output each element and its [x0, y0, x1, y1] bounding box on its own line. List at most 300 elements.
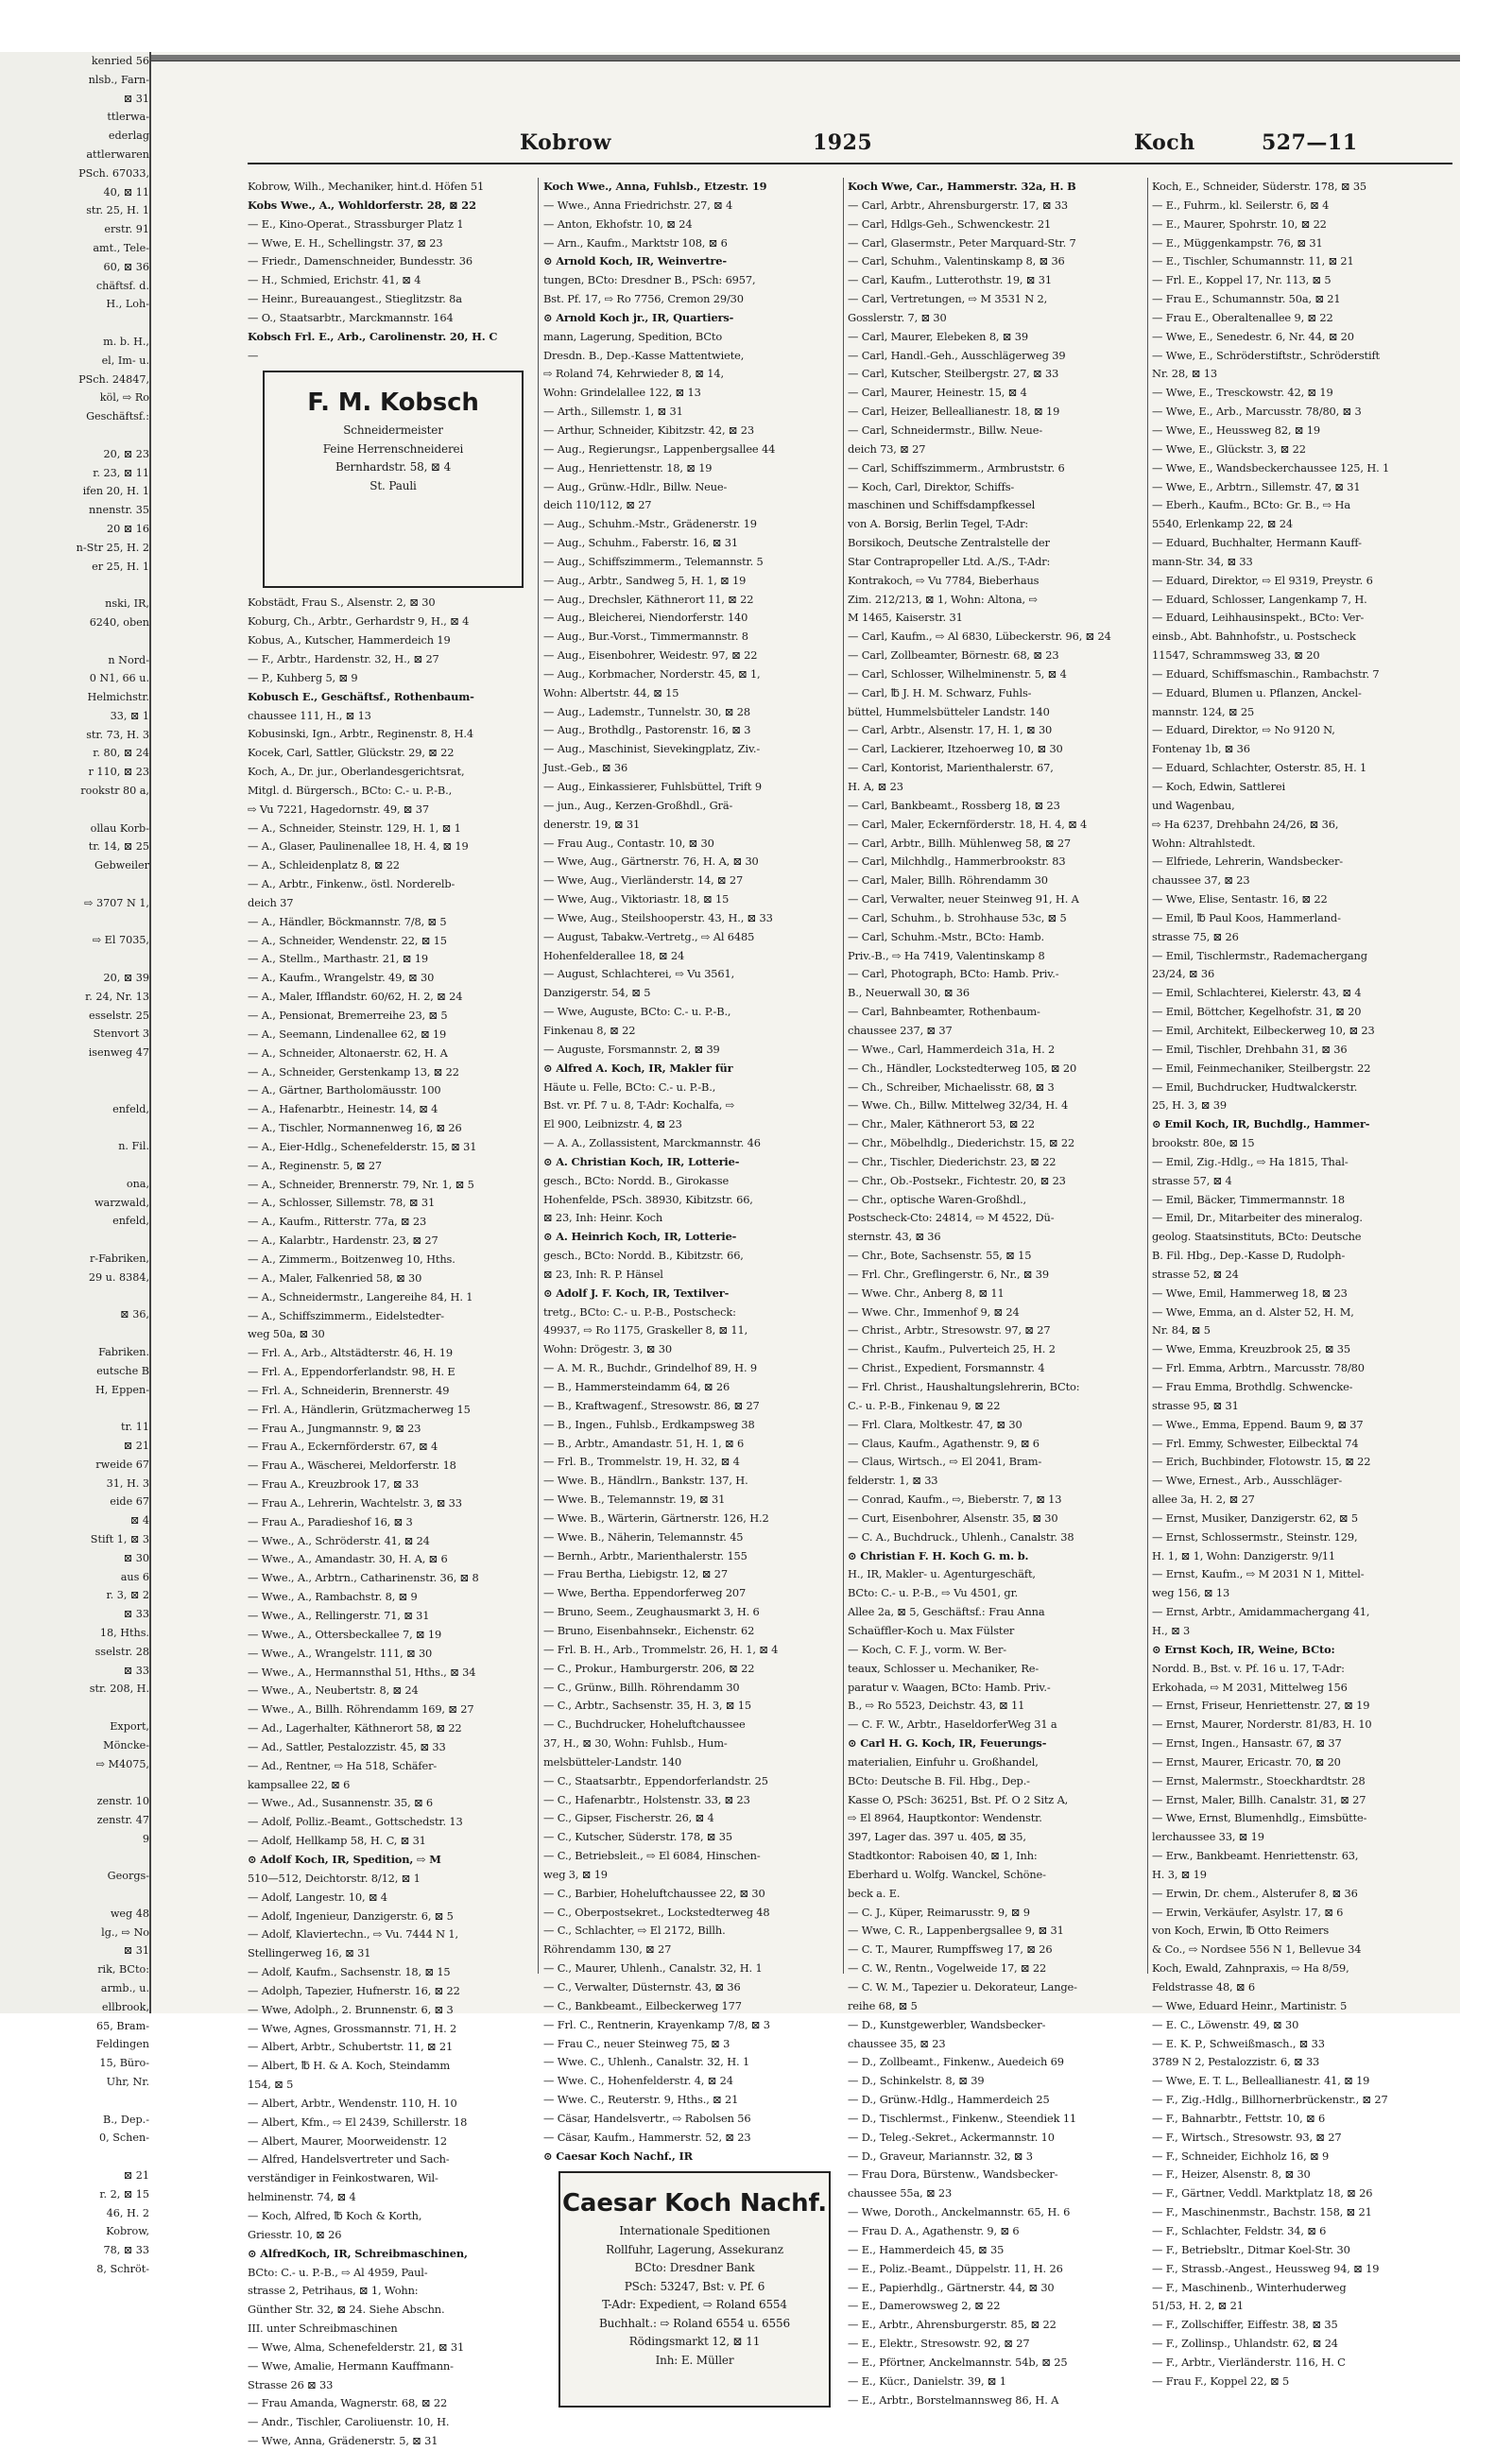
directory-entry: H. A, ⊠ 23 — [848, 780, 903, 793]
previous-page-line: tr. 14, ⊠ 25 — [88, 840, 149, 854]
directory-entry: — A. M. R., Buchdr., Grindelhof 89, H. 9 — [543, 1361, 757, 1375]
directory-entry: ⊙ Adolf J. F. Koch, IR, Textilver- — [543, 1286, 730, 1300]
directory-entry: — Elfriede, Lehrerin, Wandsbecker- — [1152, 854, 1344, 869]
directory-entry: — Chr., Möbelhdlg., Diederichstr. 15, ⊠ 22 — [848, 1136, 1075, 1150]
directory-entry: — Wwe., A., Rellingerstr. 71, ⊠ 31 — [248, 1609, 430, 1622]
directory-entry: — Albert, Maurer, Moorweidenstr. 12 — [248, 2133, 448, 2148]
directory-entry: — Emil, Schlachterei, Kielerstr. 43, ⊠ 4 — [1152, 986, 1362, 1000]
directory-entry: Finkenau 8, ⊠ 22 — [543, 1023, 636, 1037]
previous-page-line: Möncke- — [103, 1738, 149, 1752]
directory-entry: — Wwe., A., Arbtrn., Catharinenstr. 36, ⊠ 8 — [248, 1571, 479, 1585]
directory-entry: — Frau Aug., Contastr. 10, ⊠ 30 — [543, 836, 714, 850]
previous-page-line: PSch. 24847, — [78, 372, 149, 386]
directory-entry: — Aug., Henriettenstr. 18, ⊠ 19 — [543, 460, 713, 475]
directory-entry: allee 3a, H. 2, ⊠ 27 — [1152, 1493, 1255, 1507]
previous-page-line: weg 48 — [110, 1907, 149, 1920]
directory-entry: Danzigerstr. 54, ⊠ 5 — [543, 986, 651, 1000]
directory-entry: kampsallee 22, ⊠ 6 — [248, 1777, 351, 1791]
previous-page-line: 20, ⊠ 39 — [103, 972, 149, 985]
directory-entry: — Wwe, Emil, Hammerweg 18, ⊠ 23 — [1152, 1286, 1348, 1300]
directory-entry: — Aug., Maschinist, Sievekingplatz, Ziv.- — [543, 742, 761, 756]
directory-entry: — Ernst, Malermstr., Stoeckhardtstr. 28 — [1152, 1773, 1366, 1787]
previous-page-line: sselstr. 28 — [94, 1645, 149, 1658]
directory-entry: El 900, Leibnizstr. 4, ⊠ 23 — [543, 1117, 682, 1131]
directory-entry: — Emil, Tischler, Drehbahn 31, ⊠ 36 — [1152, 1042, 1348, 1056]
previous-page-line — [2, 913, 149, 932]
previous-page-line: amt., Tele- — [93, 241, 149, 254]
previous-page-line: ⊠ 4 — [129, 1514, 149, 1528]
directory-entry: — D., Zollbeamt., Finkenw., Auedeich 69 — [848, 2055, 1064, 2069]
directory-entry: von A. Borsig, Berlin Tegel, T-Adr: — [848, 517, 1029, 531]
directory-entry: — Frau A., Kreuzbrook 17, ⊠ 33 — [248, 1477, 420, 1492]
previous-page-line: 20, ⊠ 23 — [103, 447, 149, 460]
ad-line: PSch: 53247, Bst: v. Pf. 6 — [624, 2279, 765, 2293]
directory-entry: deich 110/112, ⊠ 27 — [543, 498, 652, 512]
directory-entry: — Wwe., A., Ottersbeckallee 7, ⊠ 19 — [248, 1627, 442, 1641]
directory-entry: deich 73, ⊠ 27 — [848, 441, 926, 456]
previous-page-line: 29 u. 8384, — [88, 1270, 149, 1284]
directory-entry: — F., Bahnarbtr., Fettstr. 10, ⊠ 6 — [1152, 2111, 1326, 2125]
directory-entry: — Frau Bertha, Liebigstr. 12, ⊠ 27 — [543, 1567, 728, 1581]
directory-entry: 25, H. 3, ⊠ 39 — [1152, 1098, 1227, 1113]
directory-entry: — Wwe, Bertha. Eppendorferweg 207 — [543, 1586, 747, 1600]
directory-entry: — Wwe, Ernst, Blumenhdlg., Eimsbütte- — [1152, 1811, 1367, 1825]
directory-entry: gesch., BCto: Nordd. B., Girokasse — [543, 1173, 730, 1187]
directory-entry: BCto: C.- u. P.-B., ⇨ Vu 4501, gr. — [848, 1586, 1019, 1600]
previous-page-line — [2, 632, 149, 651]
previous-page-line: zenstr. 10 — [96, 1795, 149, 1808]
directory-column-4 — [1152, 178, 1456, 2388]
previous-page-line: nski, IR, — [105, 597, 149, 611]
directory-entry: — Wwe., A., Schröderstr. 41, ⊠ 24 — [248, 1533, 430, 1547]
directory-entry: — Eduard, Blumen u. Pflanzen, Anckel- — [1152, 685, 1362, 699]
directory-entry: — C., Staatsarbtr., Eppendorferlandstr. 25 — [543, 1773, 768, 1787]
previous-page-line: ⊠ 31 — [123, 1944, 149, 1958]
directory-entry: — Carl, Hdlgs-Geh., Schwenckestr. 21 — [848, 216, 1052, 231]
directory-entry: — C., Hafenarbtr., Holstenstr. 33, ⊠ 23 — [543, 1792, 750, 1806]
directory-entry: — C., Maurer, Uhlenh., Canalstr. 32, H. 1 — [543, 1961, 763, 1976]
ad-line: Feine Herrenschneiderei — [322, 441, 464, 456]
directory-entry: — Alfred, Handelsvertreter und Sach- — [248, 2152, 450, 2166]
directory-entry: — A., Kaufm., Ritterstr. 77a, ⊠ 23 — [248, 1215, 427, 1229]
directory-entry: — Bruno, Eisenbahnsekr., Eichenstr. 62 — [543, 1623, 755, 1637]
directory-entry: — Eberh., Kaufm., BCto: Gr. B., ⇨ Ha — [1152, 498, 1350, 512]
directory-entry: — D., Tischlermst., Finkenw., Steendiek 11 — [848, 2111, 1077, 2125]
previous-page-line — [2, 1231, 149, 1250]
directory-entry: H. 1, ⊠ 1, Wohn: Danzigerstr. 9/11 — [1152, 1548, 1335, 1562]
directory-entry: — Carl, Glasermstr., Peter Marquard-Str. 7 — [848, 235, 1076, 250]
previous-page-line: ⊠ 36, — [120, 1308, 149, 1321]
directory-entry: 37, H., ⊠ 30, Wohn: Fuhlsb., Hum- — [543, 1736, 728, 1751]
directory-entry: — Carl, Schuhm., b. Strohhause 53c, ⊠ 5 — [848, 910, 1067, 924]
directory-entry: — A., Kaufm., Wrangelstr. 49, ⊠ 30 — [248, 971, 435, 985]
directory-entry: — C. J., Küper, Reimarusstr. 9, ⊠ 9 — [848, 1905, 1030, 1919]
directory-entry: — Emil, Buchdrucker, Hudtwalckerstr. — [1152, 1079, 1358, 1094]
directory-entry: Allee 2a, ⊠ 5, Geschäftsf.: Frau Anna — [848, 1605, 1045, 1619]
directory-entry: — Aug., Schuhm., Faberstr. 16, ⊠ 31 — [543, 536, 738, 550]
directory-entry: — E., Pförtner, Anckelmannstr. 54b, ⊠ 25 — [848, 2355, 1068, 2369]
directory-entry: — D., Graveur, Mariannstr. 32, ⊠ 3 — [848, 2149, 1033, 2163]
directory-entry: — C., Buchdrucker, Hoheluftchaussee — [543, 1717, 746, 1732]
ad-line: BCto: Dresdner Bank — [634, 2261, 755, 2275]
directory-entry: — A., Hafenarbtr., Heinestr. 14, ⊠ 4 — [248, 1102, 438, 1116]
directory-entry: — Aug., Brothdlg., Pastorenstr. 16, ⊠ 3 — [543, 723, 751, 737]
directory-entry: — Wwe, Agnes, Grossmannstr. 71, H. 2 — [248, 2021, 457, 2035]
directory-entry: — Chr., optische Waren-Großhdl., — [848, 1192, 1027, 1206]
previous-page-line: zenstr. 47 — [96, 1813, 149, 1826]
running-header — [151, 130, 1460, 163]
directory-entry: M 1465, Kaiserstr. 31 — [848, 611, 963, 625]
previous-page-line — [2, 1886, 149, 1905]
previous-page-line: r-Fabriken, — [89, 1252, 149, 1265]
directory-entry: — C., Prokur., Hamburgerstr. 206, ⊠ 22 — [543, 1661, 755, 1675]
directory-entry: — E., Tischler, Schumannstr. 11, ⊠ 21 — [1152, 254, 1354, 268]
directory-entry: Mitgl. d. Bürgersch., BCto: C.- u. P.-B., — [248, 783, 453, 797]
directory-entry: — C., Betriebsleit., ⇨ El 6084, Hinschen- — [543, 1849, 761, 1863]
directory-entry: Strasse 26 ⊠ 33 — [248, 2377, 334, 2391]
directory-entry: — Aug., Grünw.-Hdlr., Billw. Neue- — [543, 479, 728, 493]
directory-entry: chaussee 37, ⊠ 23 — [1152, 873, 1250, 888]
directory-entry: — F., Zig.-Hdlg., Billhornerbrückenstr., ⊠ 27 — [1152, 2093, 1388, 2107]
directory-entry: Kobs Wwe., A., Wohldorferstr. 28, ⊠ 22 — [248, 198, 476, 212]
directory-entry: — B., Arbtr., Amandastr. 51, H. 1, ⊠ 6 — [543, 1436, 745, 1450]
directory-entry: — Aug., Bur.-Vorst., Timmermannstr. 8 — [543, 630, 748, 644]
advertisement-kobsch — [263, 371, 524, 588]
previous-page-line: 6240, oben — [89, 615, 149, 629]
directory-entry: Häute u. Felle, BCto: C.- u. P.-B., — [543, 1079, 716, 1094]
directory-entry: — Ch., Händler, Lockstedterweg 105, ⊠ 20 — [848, 1061, 1077, 1075]
previous-page-line — [2, 1287, 149, 1306]
previous-page-line: Gebweiler — [94, 859, 149, 872]
directory-entry: — Carl, Maler, Billh. Röhrendamm 30 — [848, 873, 1048, 888]
previous-page-line — [2, 2092, 149, 2111]
previous-page-line: chäftsf. d. — [95, 279, 149, 292]
directory-entry: — Wwe, Doroth., Anckelmannstr. 65, H. 6 — [848, 2205, 1071, 2219]
directory-entry: — Koch, Alfred, ℔ Koch & Korth, — [248, 2209, 422, 2222]
directory-entry: — A., Tischler, Normannenweg 16, ⊠ 26 — [248, 1121, 462, 1135]
directory-entry: — A., Arbtr., Finkenw., östl. Norderelb- — [248, 877, 455, 891]
directory-entry: — C. F. W., Arbtr., HaseldorferWeg 31 a — [848, 1717, 1057, 1732]
directory-entry: — A., Seemann, Lindenallee 62, ⊠ 19 — [248, 1027, 447, 1041]
directory-entry: — E., Kino-Operat., Strassburger Platz 1 — [248, 216, 464, 231]
directory-entry: — P., Kuhberg 5, ⊠ 9 — [248, 670, 358, 684]
previous-page-line: ⊠ 30 — [123, 1551, 149, 1564]
previous-page-line: n-Str 25, H. 2 — [76, 541, 149, 554]
previous-page-line: 33, ⊠ 1 — [110, 709, 149, 722]
directory-entry: ⇨ Vu 7221, Hagedornstr. 49, ⊠ 37 — [248, 802, 429, 816]
previous-page-line: Stift 1, ⊠ 3 — [90, 1532, 149, 1545]
directory-entry: — Adolf, Kaufm., Sachsenstr. 18, ⊠ 15 — [248, 1965, 451, 1979]
directory-entry: — E., Fuhrm., kl. Seilerstr. 6, ⊠ 4 — [1152, 198, 1330, 212]
directory-entry: — Wwe, E., Heussweg 82, ⊠ 19 — [1152, 423, 1320, 437]
directory-entry: Star Contrapropeller Ltd. A./S., T-Adr: — [848, 554, 1051, 568]
directory-entry: — Frau A., Lehrerin, Wachtelstr. 3, ⊠ 33 — [248, 1495, 462, 1510]
directory-entry: — Adolf, Klaviertechn., ⇨ Vu. 7444 N 1, — [248, 1927, 458, 1942]
directory-entry: — F., Maschinenb., Winterhuderweg — [1152, 2280, 1347, 2294]
directory-entry: — C., Verwalter, Düsternstr. 43, ⊠ 36 — [543, 1980, 741, 1994]
directory-entry: — A., Händler, Böckmannstr. 7/8, ⊠ 5 — [248, 914, 447, 928]
directory-entry: — C., Gipser, Fischerstr. 26, ⊠ 4 — [543, 1811, 714, 1825]
directory-entry: — Anton, Ekhofstr. 10, ⊠ 24 — [543, 216, 693, 231]
previous-page-line: Geschäftsf.: — [86, 410, 149, 423]
directory-entry: — Claus, Kaufm., Agathenstr. 9, ⊠ 6 — [848, 1436, 1040, 1450]
directory-entry: — Carl, Milchhdlg., Hammerbrookstr. 83 — [848, 854, 1066, 869]
page-top-shadow — [151, 55, 1460, 61]
header-right-keyword: Koch — [1134, 130, 1195, 155]
previous-page-line: armb., u. — [100, 1982, 149, 1995]
directory-entry: — E., Poliz.-Beamt., Düppelstr. 11, H. 26 — [848, 2261, 1063, 2275]
previous-page-line: 18, Hths. — [99, 1626, 149, 1639]
directory-entry: — Frl. B., Trommelstr. 19, H. 32, ⊠ 4 — [543, 1455, 740, 1469]
directory-entry: — F., Zollschiffer, Eiffestr. 38, ⊠ 35 — [1152, 2318, 1338, 2332]
directory-entry: chaussee 55a, ⊠ 23 — [848, 2186, 953, 2201]
directory-entry: — Chr., Ob.-Postsekr., Fichtestr. 20, ⊠ 23 — [848, 1173, 1066, 1187]
previous-page-fragment — [0, 52, 152, 2276]
directory-entry: — Carl, Kutscher, Steilbergstr. 27, ⊠ 33 — [848, 367, 1059, 381]
directory-entry: — A., Schneider, Wendenstr. 22, ⊠ 15 — [248, 933, 447, 947]
previous-page-line: 40, ⊠ 11 — [103, 185, 149, 198]
directory-entry: — E., Elektr., Stresowstr. 92, ⊠ 27 — [848, 2337, 1030, 2351]
previous-page-line: attlerwaren — [86, 147, 149, 161]
directory-entry: — F., Maschinenmstr., Bachstr. 158, ⊠ 21 — [1152, 2205, 1372, 2219]
directory-entry: strasse 75, ⊠ 26 — [1152, 929, 1239, 943]
directory-entry: — Eduard, Schiffsmaschin., Rambachstr. 7 — [1152, 666, 1380, 681]
directory-entry: — Frau A., Jungmannstr. 9, ⊠ 23 — [248, 1421, 421, 1435]
previous-page-line: ⇨ 3707 N 1, — [84, 896, 149, 909]
directory-entry: — Friedr., Damenschneider, Bundesstr. 36 — [248, 254, 472, 268]
previous-page-line: ⊠ 33 — [123, 1664, 149, 1677]
directory-entry: — Ernst, Ingen., Hansastr. 67, ⊠ 37 — [1152, 1736, 1342, 1751]
directory-entry: weg 3, ⊠ 19 — [543, 1867, 608, 1881]
directory-entry: — Wwe, Adolph., 2. Brunnenstr. 6, ⊠ 3 — [248, 2002, 454, 2016]
directory-entry: — Carl, ℔ J. H. M. Schwarz, Fuhls- — [848, 685, 1032, 699]
directory-entry: Koch, Ewald, Zahnpraxis, ⇨ Ha 8/59, — [1152, 1961, 1349, 1976]
previous-page-line — [2, 1699, 149, 1717]
directory-entry: — Ad., Sattler, Pestalozzistr. 45, ⊠ 33 — [248, 1739, 446, 1753]
directory-entry: — Christ., Arbtr., Stresowstr. 97, ⊠ 27 — [848, 1323, 1051, 1338]
directory-entry: — Frau D. A., Agathenstr. 9, ⊠ 6 — [848, 2223, 1020, 2237]
directory-entry: 49937, ⇨ Ro 1175, Graskeller 8, ⊠ 11, — [543, 1323, 748, 1338]
directory-entry: — C. A., Buchdruck., Uhlenh., Canalstr. 38 — [848, 1529, 1074, 1544]
directory-entry: — Cäsar, Kaufm., Hammerstr. 52, ⊠ 23 — [543, 2130, 751, 2144]
previous-page-line: r. 24, Nr. 13 — [85, 990, 149, 1003]
directory-entry: denerstr. 19, ⊠ 31 — [543, 817, 641, 831]
directory-entry: — A., Eier-Hdlg., Schenefelderstr. 15, ⊠ 31 — [248, 1139, 477, 1153]
directory-entry: — Frau F., Koppel 22, ⊠ 5 — [1152, 2373, 1290, 2388]
directory-entry: — Carl, Kontorist, Marienthalerstr. 67, — [848, 761, 1054, 775]
directory-entry: — Christ., Kaufm., Pulverteich 25, H. 2 — [848, 1342, 1056, 1356]
previous-page-line: nlsb., Farn- — [88, 73, 149, 86]
directory-entry: Schaüffler-Koch u. Max Fülster — [848, 1623, 1015, 1637]
directory-entry: — E. K. P., Schweißmasch., ⊠ 33 — [1152, 2036, 1325, 2050]
directory-entry: — D., Kunstgewerbler, Wandsbecker- — [848, 2017, 1046, 2031]
previous-page-line: köl, ⇨ Ro — [99, 391, 149, 405]
directory-entry: — Emil, Feinmechaniker, Steilbergstr. 22 — [1152, 1061, 1371, 1075]
directory-entry: Röhrendamm 130, ⊠ 27 — [543, 1942, 672, 1957]
directory-entry: — Carl, Handl.-Geh., Ausschlägerweg 39 — [848, 348, 1066, 362]
directory-entry: maschinen und Schiffsdampfkessel — [848, 498, 1036, 512]
previous-page-line: Kobrow, — [106, 2225, 149, 2238]
directory-entry: — Frau Dora, Bürstenw., Wandsbecker- — [848, 2167, 1058, 2182]
directory-entry: — Adolph, Tapezier, Hufnerstr. 16, ⊠ 22 — [248, 1983, 460, 1997]
directory-entry: — Wwe., A., Neubertstr. 8, ⊠ 24 — [248, 1683, 419, 1698]
directory-entry: — Wwe, Auguste, BCto: C.- u. P.-B., — [543, 1005, 731, 1019]
directory-entry: Wohn: Grindelallee 122, ⊠ 13 — [543, 386, 701, 400]
previous-page-line: eide 67 — [110, 1495, 149, 1509]
previous-page-line: str. 73, H. 3 — [86, 728, 149, 741]
directory-entry: Nr. 28, ⊠ 13 — [1152, 367, 1217, 381]
directory-entry: Priv.-B., ⇨ Ha 7419, Valentinskamp 8 — [848, 948, 1045, 962]
directory-entry: ⊙ Christian F. H. Koch G. m. b. — [848, 1548, 1029, 1562]
directory-entry: — C., Kutscher, Süderstr. 178, ⊠ 35 — [543, 1830, 732, 1844]
directory-entry: — Carl, Kaufm., ⇨ Al 6830, Lübeckerstr. 96, ⊠ 24 — [848, 630, 1111, 644]
directory-entry: — C., Grünw., Billh. Röhrendamm 30 — [543, 1680, 740, 1694]
previous-page-line: ⇨ M4075, — [95, 1757, 149, 1770]
directory-entry: — E., Kücr., Danielstr. 39, ⊠ 1 — [848, 2373, 1006, 2388]
directory-entry: & Co., ⇨ Nordsee 556 N 1, Bellevue 34 — [1152, 1942, 1362, 1957]
previous-page-line: H., Loh- — [106, 298, 149, 311]
directory-entry: Nordd. B., Bst. v. Pf. 16 u. 17, T-Adr: — [1152, 1661, 1345, 1675]
directory-entry: — Chr., Tischler, Diederichstr. 23, ⊠ 22 — [848, 1154, 1057, 1168]
ad-line: Internationale Speditionen — [619, 2224, 770, 2238]
directory-entry: — F., Schlachter, Feldstr. 34, ⊠ 6 — [1152, 2223, 1327, 2237]
directory-entry: — Wwe, E., Arb., Marcusstr. 78/80, ⊠ 3 — [1152, 405, 1362, 419]
directory-entry: — Erw., Bankbeamt. Henriettenstr. 63, — [1152, 1849, 1359, 1863]
directory-entry: Günther Str. 32, ⊠ 24. Siehe Abschn. — [248, 2303, 445, 2317]
directory-entry: ⇨ Ha 6237, Drehbahn 24/26, ⊠ 36, — [1152, 817, 1339, 831]
directory-entry: — F., Schneider, Eichholz 16, ⊠ 9 — [1152, 2149, 1330, 2163]
directory-entry: — Wwe, Aug., Gärtnerstr. 76, H. A, ⊠ 30 — [543, 854, 759, 869]
directory-entry: — A., Maler, Falkenried 58, ⊠ 30 — [248, 1270, 422, 1285]
directory-entry: — C., Arbtr., Sachsenstr. 35, H. 3, ⊠ 15 — [543, 1699, 751, 1713]
directory-entry: melsbütteler-Landstr. 140 — [543, 1754, 682, 1769]
previous-page-line: isenweg 47 — [88, 1046, 149, 1060]
previous-page-line: 60, ⊠ 36 — [103, 260, 149, 273]
directory-entry: ⊙ Adolf Koch, IR, Spedition, ⇨ M — [248, 1852, 441, 1866]
previous-page-line: ⇨ El 7035, — [92, 934, 149, 947]
directory-entry: — Ernst, Maler, Billh. Canalstr. 31, ⊠ 27 — [1152, 1792, 1366, 1806]
directory-entry: — Wwe, Aug., Vierländerstr. 14, ⊠ 27 — [543, 873, 744, 888]
directory-entry: — Carl, Maler, Eckernförderstr. 18, H. 4, ⊠ 4 — [848, 817, 1088, 831]
directory-entry: brookstr. 80e, ⊠ 15 — [1152, 1136, 1255, 1150]
directory-entry: — Carl, Arbtr., Billh. Mühlenweg 58, ⊠ 27 — [848, 836, 1072, 850]
directory-entry: lerchaussee 33, ⊠ 19 — [1152, 1830, 1264, 1844]
directory-entry: — Ch., Schreiber, Michaelisstr. 68, ⊠ 3 — [848, 1079, 1055, 1094]
directory-entry: — Frl. Emmy, Schwester, Eilbecktal 74 — [1152, 1436, 1359, 1450]
previous-page-line: nnenstr. 35 — [89, 504, 149, 517]
previous-page-line: warzwald, — [94, 1196, 149, 1209]
directory-entry: B. Fil. Hbg., Dep.-Kasse D, Rudolph- — [1152, 1249, 1346, 1263]
previous-page-line — [2, 875, 149, 894]
directory-entry: — Chr., Bote, Sachsenstr. 55, ⊠ 15 — [848, 1249, 1032, 1263]
directory-entry: — Carl, Verwalter, neuer Steinweg 91, H. A — [848, 892, 1079, 906]
directory-entry: — Arn., Kaufm., Marktstr 108, ⊠ 6 — [543, 235, 728, 250]
directory-entry: — Cäsar, Handelsvertr., ⇨ Rabolsen 56 — [543, 2111, 751, 2125]
directory-entry: — Eduard, Schlachter, Osterstr. 85, H. 1 — [1152, 761, 1367, 775]
directory-entry: ⊙ AlfredKoch, IR, Schreibmaschinen, — [248, 2246, 468, 2260]
directory-entry: ⊙ Ernst Koch, IR, Weine, BCto: — [1152, 1642, 1335, 1656]
directory-entry: ⊙ Alfred A. Koch, IR, Makler für — [543, 1061, 733, 1075]
directory-entry: — Eduard, Direktor, ⇨ No 9120 N, — [1152, 723, 1335, 737]
previous-page-line — [2, 1399, 149, 1418]
directory-entry: tretg., BCto: C.- u. P.-B., Postscheck: — [543, 1304, 736, 1319]
directory-entry: — B., Hammersteindamm 64, ⊠ 26 — [543, 1380, 730, 1393]
directory-entry: — Emil, Architekt, Eilbeckerweg 10, ⊠ 23 — [1152, 1023, 1375, 1037]
directory-entry: — Wwe., A., Wrangelstr. 111, ⊠ 30 — [248, 1646, 433, 1660]
entry-list — [543, 178, 838, 2166]
directory-entry: Koch, E., Schneider, Süderstr. 178, ⊠ 35 — [1152, 180, 1367, 193]
directory-entry: — Adolf, Hellkamp 58, H. C, ⊠ 31 — [248, 1834, 426, 1848]
previous-page-line: 9 — [142, 1832, 149, 1845]
directory-entry: chaussee 237, ⊠ 37 — [848, 1023, 953, 1037]
directory-entry: — Ad., Lagerhalter, Käthnerort 58, ⊠ 22 — [248, 1721, 462, 1735]
directory-entry: — Wwe, Emma, an d. Alster 52, H. M, — [1152, 1304, 1354, 1319]
directory-entry: — Wwe, E. H., Schellingstr. 37, ⊠ 23 — [248, 235, 443, 250]
previous-page-line — [2, 1062, 149, 1081]
previous-page-line: PSch. 67033, — [78, 166, 149, 180]
previous-page-line: lg., ⇨ No — [101, 1925, 149, 1939]
directory-entry: — C., Barbier, Hoheluftchaussee 22, ⊠ 30 — [543, 1886, 765, 1900]
directory-entry: — Eduard, Direktor, ⇨ El 9319, Preystr. 6 — [1152, 573, 1373, 587]
directory-entry: Kasse O, PSch: 36251, Bst. Pf. O 2 Sitz A, — [848, 1792, 1069, 1806]
directory-entry: — Carl, Kaufm., Lutterothstr. 19, ⊠ 31 — [848, 273, 1052, 287]
directory-entry: — Eduard, Buchhalter, Hermann Kauff- — [1152, 536, 1362, 550]
directory-entry: — O., Staatsarbtr., Marckmannstr. 164 — [248, 310, 454, 324]
directory-entry: III. unter Schreibmaschinen — [248, 2322, 398, 2336]
directory-entry: — Albert, Arbtr., Schubertstr. 11, ⊠ 21 — [248, 2040, 454, 2054]
directory-entry: — Wwe, Amalie, Hermann Kauffmann- — [248, 2358, 454, 2373]
directory-entry: — Wwe. C., Uhlenh., Canalstr. 32, H. 1 — [543, 2055, 750, 2069]
entry-list — [248, 594, 531, 2451]
directory-entry: 397, Lager das. 397 u. 405, ⊠ 35, — [848, 1830, 1026, 1844]
previous-page-line: erstr. 91 — [104, 223, 149, 236]
previous-page-line: ⊠ 21 — [123, 1439, 149, 1452]
directory-entry: — Adolf, Langestr. 10, ⊠ 4 — [248, 1890, 387, 1904]
directory-entry: mannstr. 124, ⊠ 25 — [1152, 704, 1255, 718]
directory-entry: — Frau A., Wäscherei, Meldorferstr. 18 — [248, 1459, 456, 1473]
directory-entry: — Frau A., Paradieshof 16, ⊠ 3 — [248, 1514, 413, 1528]
directory-entry: — Ernst, Arbtr., Amidammachergang 41, — [1152, 1605, 1370, 1619]
directory-entry: — C., Bankbeamt., Eilbeckerweg 177 — [543, 1998, 742, 2012]
column-divider — [538, 178, 539, 1974]
directory-entry: — Auguste, Forsmannstr. 2, ⊠ 39 — [543, 1042, 720, 1056]
directory-entry: — Albert, Arbtr., Wendenstr. 110, H. 10 — [248, 2096, 457, 2110]
directory-entry: — E., Damerowsweg 2, ⊠ 22 — [848, 2299, 1001, 2313]
directory-entry: — Curt, Eisenbohrer, Alsenstr. 35, ⊠ 30 — [848, 1510, 1058, 1525]
directory-entry: verständiger in Feinkostwaren, Wil- — [248, 2171, 438, 2185]
directory-entry: — Wwe., A., Hermannsthal 51, Hths., ⊠ 34 — [248, 1665, 476, 1679]
directory-entry: Kobstädt, Frau S., Alsenstr. 2, ⊠ 30 — [248, 595, 436, 610]
directory-entry: chaussee 111, H., ⊠ 13 — [248, 708, 371, 722]
previous-page-line — [2, 314, 149, 333]
directory-entry: Koch Wwe, Car., Hammerstr. 32a, H. B — [848, 180, 1076, 193]
previous-page-line — [2, 950, 149, 969]
directory-entry: — Emil, Böttcher, Kegelhofstr. 31, ⊠ 20 — [1152, 1005, 1362, 1019]
directory-entry: — Frau Amanda, Wagnerstr. 68, ⊠ 22 — [248, 2396, 448, 2410]
previous-page-line: ttlerwa- — [107, 111, 149, 124]
directory-entry: — Eduard, Schlosser, Langenkamp 7, H. — [1152, 592, 1367, 606]
directory-entry: — B., Kraftwagenf., Stresowstr. 86, ⊠ 27 — [543, 1398, 760, 1412]
directory-entry: B., ⇨ Ro 5523, Deichstr. 43, ⊠ 11 — [848, 1699, 1025, 1713]
directory-entry: — Carl, Bankbeamt., Rossberg 18, ⊠ 23 — [848, 798, 1060, 812]
directory-entry: Erkohada, ⇨ M 2031, Mittelweg 156 — [1152, 1680, 1348, 1694]
previous-page-line: rookstr 80 a, — [80, 785, 149, 798]
previous-page-line: ifen 20, H. 1 — [82, 485, 149, 498]
directory-entry: — Arthur, Schneider, Kibitzstr. 42, ⊠ 23 — [543, 423, 754, 437]
directory-entry: ⊙ Arnold Koch, IR, Weinvertre- — [543, 254, 727, 268]
directory-entry: — A., Schiffszimmerm., Eidelstedter- — [248, 1308, 444, 1322]
directory-entry: — Frl. A., Eppendorferlandstr. 98, H. E — [248, 1365, 455, 1379]
